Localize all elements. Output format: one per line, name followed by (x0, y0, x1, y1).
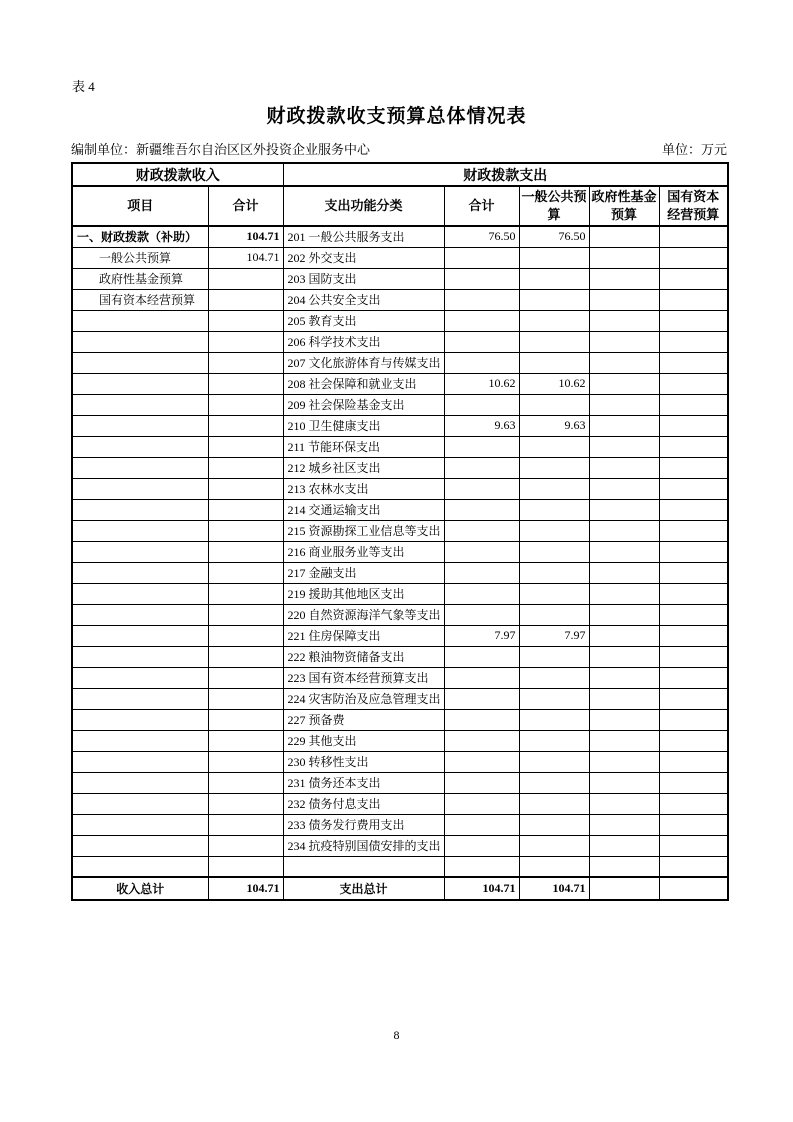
expense-general-budget-cell (519, 730, 589, 751)
expense-govfund-budget-cell (589, 856, 659, 877)
expense-item-cell: 231 债务还本支出 (283, 772, 444, 793)
table-row (72, 583, 728, 604)
expense-govfund-budget-cell (589, 352, 659, 373)
income-total-cell (208, 436, 283, 457)
expense-govfund-budget-cell (589, 562, 659, 583)
table-row (72, 247, 728, 268)
expense-govfund-budget-cell (589, 793, 659, 814)
table-row (72, 373, 728, 394)
table-row (72, 835, 728, 856)
expense-item-cell: 224 灾害防治及应急管理支出 (283, 688, 444, 709)
expense-capital-budget-cell (659, 667, 728, 688)
expense-total-cell: 10.62 (444, 373, 519, 394)
table-row (72, 499, 728, 520)
income-item-cell (72, 625, 208, 646)
income-total-cell (208, 373, 283, 394)
expense-general-budget-cell (519, 436, 589, 457)
income-total-cell (208, 625, 283, 646)
table-row (72, 688, 728, 709)
expense-govfund-budget-cell (589, 835, 659, 856)
expense-item-cell: 214 交通运输支出 (283, 499, 444, 520)
expense-capital-budget-cell (659, 877, 728, 900)
table-row (72, 646, 728, 667)
income-total-cell (208, 520, 283, 541)
expense-item-cell: 支出总计 (283, 877, 444, 900)
income-total-cell (208, 835, 283, 856)
table-row (72, 478, 728, 499)
expense-general-budget-cell (519, 310, 589, 331)
table-row (72, 814, 728, 835)
expense-total-cell (444, 478, 519, 499)
expense-item-cell: 210 卫生健康支出 (283, 415, 444, 436)
expense-general-budget-cell: 76.50 (519, 226, 589, 247)
expense-govfund-budget-cell (589, 478, 659, 499)
expense-capital-budget-cell (659, 646, 728, 667)
expense-total-cell (444, 499, 519, 520)
income-item-cell (72, 310, 208, 331)
expense-general-budget-cell (519, 394, 589, 415)
expense-govfund-budget-cell (589, 415, 659, 436)
expense-general-budget-cell (519, 646, 589, 667)
expense-capital-budget-cell (659, 310, 728, 331)
expense-item-cell: 229 其他支出 (283, 730, 444, 751)
expense-govfund-budget-cell (589, 289, 659, 310)
expense-total-cell (444, 709, 519, 730)
expense-total-cell: 76.50 (444, 226, 519, 247)
expense-capital-budget-cell (659, 730, 728, 751)
income-total-cell (208, 562, 283, 583)
expense-item-cell: 201 一般公共服务支出 (283, 226, 444, 247)
expense-govfund-budget-cell (589, 877, 659, 900)
expense-general-budget-cell (519, 583, 589, 604)
page-title: 财政拨款收支预算总体情况表 (266, 106, 527, 127)
table-row (72, 562, 728, 583)
expense-govfund-budget-cell (589, 709, 659, 730)
income-item-cell (72, 730, 208, 751)
table-row (72, 793, 728, 814)
income-item-cell (72, 583, 208, 604)
expense-govfund-budget-cell (589, 751, 659, 772)
expense-total-cell (444, 751, 519, 772)
income-item-cell (72, 772, 208, 793)
expense-govfund-budget-cell (589, 436, 659, 457)
expense-capital-budget-cell (659, 709, 728, 730)
expense-total-cell (444, 856, 519, 877)
expense-govfund-budget-cell (589, 373, 659, 394)
col-header-expense-category: 支出功能分类 (283, 186, 444, 226)
expense-total-cell (444, 247, 519, 268)
expense-total-cell (444, 814, 519, 835)
expense-capital-budget-cell (659, 751, 728, 772)
expense-item-cell: 216 商业服务业等支出 (283, 541, 444, 562)
total-row (72, 877, 728, 900)
expense-capital-budget-cell (659, 583, 728, 604)
expense-total-cell (444, 331, 519, 352)
expense-govfund-budget-cell (589, 667, 659, 688)
unit-label: 单位：万元 (661, 142, 727, 157)
income-total-cell: 104.71 (208, 247, 283, 268)
income-item-cell: 政府性基金预算 (72, 268, 208, 289)
expense-capital-budget-cell (659, 373, 728, 394)
expense-govfund-budget-cell (589, 310, 659, 331)
expense-capital-budget-cell (659, 352, 728, 373)
expense-item-cell: 221 住房保障支出 (283, 625, 444, 646)
income-item-cell: 一般公共预算 (72, 247, 208, 268)
income-total-cell (208, 772, 283, 793)
expense-general-budget-cell (519, 856, 589, 877)
meta-row (71, 139, 727, 158)
expense-govfund-budget-cell (589, 520, 659, 541)
expense-general-budget-cell: 10.62 (519, 373, 589, 394)
expense-total-cell (444, 688, 519, 709)
expense-item-cell: 227 预备费 (283, 709, 444, 730)
income-item-cell (72, 709, 208, 730)
expense-general-budget-cell (519, 772, 589, 793)
expense-capital-budget-cell (659, 793, 728, 814)
income-item-cell (72, 793, 208, 814)
income-total-cell: 104.71 (208, 877, 283, 900)
income-item-cell (72, 415, 208, 436)
table-row (72, 604, 728, 625)
income-total-cell (208, 814, 283, 835)
expense-item-cell: 223 国有资本经营预算支出 (283, 667, 444, 688)
income-total-cell (208, 730, 283, 751)
expense-item-cell: 222 粮油物资储备支出 (283, 646, 444, 667)
expense-capital-budget-cell (659, 541, 728, 562)
expense-general-budget-cell (519, 331, 589, 352)
expense-capital-budget-cell (659, 562, 728, 583)
expense-item-cell: 232 债务付息支出 (283, 793, 444, 814)
income-item-cell (72, 499, 208, 520)
expense-total-cell (444, 289, 519, 310)
table-row (72, 772, 728, 793)
income-item-cell (72, 457, 208, 478)
expense-item-cell: 204 公共安全支出 (283, 289, 444, 310)
expense-general-budget-cell (519, 751, 589, 772)
income-total-cell: 104.71 (208, 226, 283, 247)
expense-item-cell: 230 转移性支出 (283, 751, 444, 772)
expense-total-cell (444, 520, 519, 541)
expense-item-cell: 212 城乡社区支出 (283, 457, 444, 478)
expense-govfund-budget-cell (589, 625, 659, 646)
expense-general-budget-cell (519, 520, 589, 541)
income-total-cell (208, 394, 283, 415)
income-item-cell (72, 373, 208, 394)
expense-govfund-budget-cell (589, 268, 659, 289)
expense-total-cell: 104.71 (444, 877, 519, 900)
income-item-cell (72, 562, 208, 583)
expense-capital-budget-cell (659, 436, 728, 457)
expense-item-cell: 215 资源勘探工业信息等支出 (283, 520, 444, 541)
expense-govfund-budget-cell (589, 394, 659, 415)
income-item-cell (72, 436, 208, 457)
col-header-govfund-budget: 政府性基金预算 (589, 186, 659, 226)
expense-govfund-budget-cell (589, 730, 659, 751)
expense-total-cell (444, 352, 519, 373)
expense-general-budget-cell (519, 835, 589, 856)
col-header-general-budget: 一般公共预算 (519, 186, 589, 226)
income-item-cell (72, 835, 208, 856)
expense-general-budget-cell (519, 562, 589, 583)
expense-item-cell: 207 文化旅游体育与传媒支出 (283, 352, 444, 373)
expense-govfund-budget-cell (589, 688, 659, 709)
income-item-cell (72, 667, 208, 688)
expense-item-cell: 234 抗疫特别国债安排的支出 (283, 835, 444, 856)
expense-govfund-budget-cell (589, 646, 659, 667)
income-total-cell (208, 667, 283, 688)
expense-govfund-budget-cell (589, 583, 659, 604)
expense-capital-budget-cell (659, 520, 728, 541)
table-row (72, 226, 728, 247)
expense-capital-budget-cell (659, 268, 728, 289)
expense-item-cell: 233 债务发行费用支出 (283, 814, 444, 835)
table-row (72, 436, 728, 457)
col-header-income-total: 合计 (208, 186, 283, 226)
expense-general-budget-cell (519, 289, 589, 310)
expense-general-budget-cell (519, 268, 589, 289)
expense-capital-budget-cell (659, 415, 728, 436)
header-group-row (72, 163, 728, 186)
expense-capital-budget-cell (659, 814, 728, 835)
income-item-cell (72, 688, 208, 709)
expense-total-cell (444, 268, 519, 289)
income-item-cell: 一、财政拨款（补助） (72, 226, 208, 247)
income-total-cell (208, 457, 283, 478)
expense-total-cell (444, 730, 519, 751)
expense-govfund-budget-cell (589, 814, 659, 835)
expense-item-cell: 203 国防支出 (283, 268, 444, 289)
expense-capital-budget-cell (659, 856, 728, 877)
table-row (72, 541, 728, 562)
income-item-cell (72, 604, 208, 625)
table-row (72, 289, 728, 310)
expense-capital-budget-cell (659, 331, 728, 352)
expense-total-cell (444, 394, 519, 415)
expense-capital-budget-cell (659, 226, 728, 247)
expense-capital-budget-cell (659, 394, 728, 415)
col-header-expense-total: 合计 (444, 186, 519, 226)
expense-capital-budget-cell (659, 688, 728, 709)
expense-total-cell (444, 793, 519, 814)
income-total-cell (208, 583, 283, 604)
income-item-cell: 收入总计 (72, 877, 208, 900)
expense-total-cell (444, 835, 519, 856)
expense-general-budget-cell (519, 352, 589, 373)
expense-govfund-budget-cell (589, 541, 659, 562)
expense-general-budget-cell (519, 478, 589, 499)
income-total-cell (208, 268, 283, 289)
expense-item-cell: 217 金融支出 (283, 562, 444, 583)
expense-capital-budget-cell (659, 604, 728, 625)
expense-capital-budget-cell (659, 835, 728, 856)
expense-item-cell: 206 科学技术支出 (283, 331, 444, 352)
expense-total-cell (444, 604, 519, 625)
expense-govfund-budget-cell (589, 331, 659, 352)
expense-item-cell (283, 856, 444, 877)
income-total-cell (208, 478, 283, 499)
table-row (72, 709, 728, 730)
expense-item-cell: 213 农林水支出 (283, 478, 444, 499)
expense-total-cell: 9.63 (444, 415, 519, 436)
expense-general-budget-cell (519, 709, 589, 730)
income-item-cell (72, 520, 208, 541)
expense-govfund-budget-cell (589, 604, 659, 625)
expense-total-cell (444, 541, 519, 562)
income-item-cell (72, 352, 208, 373)
expense-total-cell (444, 583, 519, 604)
table-row (72, 625, 728, 646)
table-row (72, 856, 728, 877)
income-total-cell (208, 310, 283, 331)
income-item-cell (72, 541, 208, 562)
expense-item-cell: 208 社会保障和就业支出 (283, 373, 444, 394)
expense-total-cell: 7.97 (444, 625, 519, 646)
table-row (72, 310, 728, 331)
income-item-cell: 国有资本经营预算 (72, 289, 208, 310)
expense-general-budget-cell: 7.97 (519, 625, 589, 646)
expense-general-budget-cell (519, 793, 589, 814)
income-item-cell (72, 478, 208, 499)
income-item-cell (72, 394, 208, 415)
expense-govfund-budget-cell (589, 499, 659, 520)
expense-capital-budget-cell (659, 247, 728, 268)
header-column-row (72, 186, 728, 226)
income-total-cell (208, 688, 283, 709)
expense-govfund-budget-cell (589, 247, 659, 268)
expense-item-cell: 220 自然资源海洋气象等支出 (283, 604, 444, 625)
income-total-cell (208, 499, 283, 520)
table-row (72, 268, 728, 289)
prepared-by-text: 编制单位：新疆维吾尔自治区区外投资企业服务中心 (71, 142, 371, 157)
table-row (72, 730, 728, 751)
income-total-cell (208, 856, 283, 877)
income-total-cell (208, 709, 283, 730)
expense-general-budget-cell (519, 688, 589, 709)
expense-general-budget-cell (519, 541, 589, 562)
expense-item-cell: 211 节能环保支出 (283, 436, 444, 457)
income-item-cell (72, 331, 208, 352)
expense-govfund-budget-cell (589, 226, 659, 247)
expense-general-budget-cell (519, 499, 589, 520)
income-group-header: 财政拨款收入 (72, 163, 283, 186)
page-number: 8 (393, 1028, 400, 1042)
expense-general-budget-cell (519, 814, 589, 835)
expense-general-budget-cell (519, 604, 589, 625)
income-total-cell (208, 331, 283, 352)
expense-govfund-budget-cell (589, 772, 659, 793)
budget-table (71, 162, 729, 901)
income-total-cell (208, 646, 283, 667)
expense-general-budget-cell (519, 247, 589, 268)
expense-total-cell (444, 310, 519, 331)
expense-item-cell: 202 外交支出 (283, 247, 444, 268)
expense-govfund-budget-cell (589, 457, 659, 478)
income-total-cell (208, 604, 283, 625)
expense-capital-budget-cell (659, 478, 728, 499)
expense-total-cell (444, 436, 519, 457)
income-total-cell (208, 541, 283, 562)
income-item-cell (72, 751, 208, 772)
table-row (72, 520, 728, 541)
expense-capital-budget-cell (659, 289, 728, 310)
income-total-cell (208, 793, 283, 814)
col-header-item: 项目 (72, 186, 208, 226)
expense-total-cell (444, 772, 519, 793)
table-row (72, 394, 728, 415)
table-row (72, 751, 728, 772)
income-item-cell (72, 646, 208, 667)
table-row (72, 352, 728, 373)
expense-capital-budget-cell (659, 457, 728, 478)
expense-general-budget-cell: 104.71 (519, 877, 589, 900)
income-total-cell (208, 352, 283, 373)
income-total-cell (208, 415, 283, 436)
expense-total-cell (444, 562, 519, 583)
expense-group-header: 财政拨款支出 (283, 163, 728, 186)
income-item-cell (72, 814, 208, 835)
income-total-cell (208, 289, 283, 310)
col-header-capital-budget: 国有资本经营预算 (659, 186, 728, 226)
table-row (72, 667, 728, 688)
expense-total-cell (444, 667, 519, 688)
expense-general-budget-cell: 9.63 (519, 415, 589, 436)
table-row (72, 331, 728, 352)
table-row (72, 457, 728, 478)
expense-total-cell (444, 646, 519, 667)
table-label: 表 4 (72, 79, 95, 94)
income-item-cell (72, 856, 208, 877)
expense-capital-budget-cell (659, 499, 728, 520)
expense-item-cell: 205 教育支出 (283, 310, 444, 331)
expense-general-budget-cell (519, 667, 589, 688)
expense-total-cell (444, 457, 519, 478)
expense-item-cell: 219 援助其他地区支出 (283, 583, 444, 604)
expense-capital-budget-cell (659, 625, 728, 646)
expense-general-budget-cell (519, 457, 589, 478)
expense-item-cell: 209 社会保险基金支出 (283, 394, 444, 415)
expense-capital-budget-cell (659, 772, 728, 793)
table-row (72, 415, 728, 436)
income-total-cell (208, 751, 283, 772)
